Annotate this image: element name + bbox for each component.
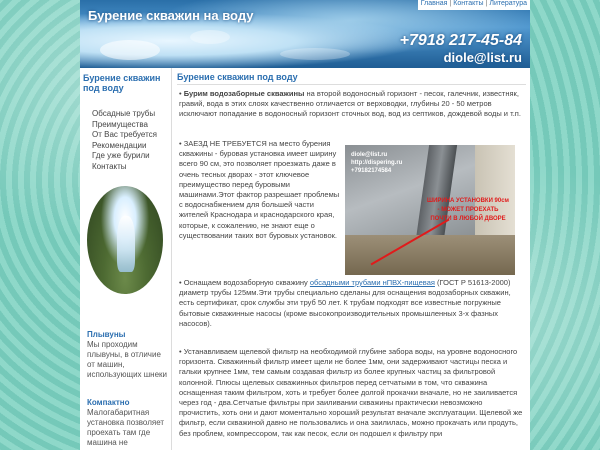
sidebar-item-requirements[interactable]: От Вас требуется [92, 130, 157, 139]
water-splash [100, 40, 160, 60]
paragraph-2-text: ЗАЕЗД НЕ ТРЕБУЕТСЯ на место бурения скважины - буровая установка имеет ширину всего 90 см, это позволяет проезжать даже в очень тесных дворах - этот ключевое преимущество перед буровыми машинами.Этот фактор разрешает проблемы с водоснабжением для большей части жителей Краснодара и краснодарского края, которые, к сожалению, не знают еще о существовании таких вот буровых установок. [179, 139, 340, 240]
bullet: • [179, 89, 184, 98]
sidebar-block2-heading: Компактно [87, 398, 130, 407]
topnav-link-home[interactable]: Главная [420, 0, 448, 7]
water-splash [280, 48, 350, 60]
header-banner [80, 0, 530, 68]
photo-caption-line: ШИРИНА УСТАНОВКИ 90см [427, 198, 509, 204]
main-content [177, 68, 526, 450]
paragraph-1-bold: Бурим водозаборные скважины [183, 89, 305, 98]
sidebar-item-contacts[interactable]: Контакты [92, 161, 127, 171]
sidebar-menu [92, 109, 172, 172]
photo-overlay-line: diole@list.ru [351, 152, 388, 158]
sidebar-block2-text: Малогабаритная установка позволяет проехать там где машина не [87, 408, 165, 447]
bullet: • [179, 278, 184, 287]
header-email[interactable]: diole@list.ru [443, 50, 522, 65]
water-jet [117, 216, 135, 272]
topnav-link-contacts[interactable]: Контакты [453, 0, 484, 7]
casing-pipes-link[interactable]: обсадными трубами нПВХ-пищевая [309, 278, 435, 287]
paragraph-4 [179, 347, 524, 439]
nav-separator: | [449, 0, 452, 7]
photo-ground [345, 235, 515, 275]
paragraph-3-text: (ГОСТ Р 51613-2000) диаметр трубы 125мм.Эти трубы специально сделаны для оснащения водозаборных скважин, есть сертификат, срок службы эти труб 50 лет. К трубам подходят все известные погружные бытовые скважинные насосы (кроме высокопроизводительных промышленных 3-х фазных насосов). [179, 278, 511, 328]
nav-separator: | [485, 0, 488, 7]
drilling-rig-photo [345, 145, 515, 275]
photo-caption-line: - МОЖЕТ ПРОЕХАТЬ [437, 207, 499, 213]
paragraph-1-text: на второй водоносный горизонт - песок, галечник, известняк, гравий, вода в этих слоях качественно отличается от верховодки, глубины 20 - 50 метров исключают попадание в водоносный горизонт сточных вод, вод из септиков, дождевой воды и т.п. [179, 89, 521, 119]
top-nav [418, 0, 530, 10]
paragraph-1 [179, 89, 524, 120]
paragraph-3 [179, 278, 524, 329]
page-title: Бурение скважин под воду [177, 72, 526, 85]
paragraph-4-text: Устанавливаем щелевой фильтр на необходимой глубине забора воды, на уровне водоносного горизонта. Скважинный фильтр имеет щели не более 1мм, они задерживают частицы песка и гальки крупнее 1мм, тем самым создавая фильтр из более крупных частиц за фильтровой колонной. Плюсы щелевых скважинных фильтров перед сетчатыми в том, что скважина оснащенная таким фильтром, хоть и требует более долгой прокачки вначале, но не заиливается через год - два.Сетчатые фильтры при заиливании скважины практически невозможно прочистить, хоть они и дают моментально хороший результат вначале эксплуатации. Щелевой же фильтр, если скважиной давно не пользовались и она заилилась, можно прокачать или продуть, без проблем, компрессором, так как песок, если он подошел к фильтру при [179, 347, 523, 438]
sidebar-block1-text: Мы проходим плывуны, в отличие от машин, использующих шнеки [87, 340, 168, 379]
sidebar-item-where-drilled[interactable]: Где уже бурили [92, 151, 150, 160]
bullet: • [179, 139, 184, 148]
sidebar-item-advantages[interactable]: Преимущества [92, 119, 148, 129]
paragraph-2 [179, 139, 341, 241]
paragraph-3-pre: Оснащаем водозаборную скважину [183, 278, 310, 287]
bullet: • [179, 347, 184, 356]
page [80, 0, 530, 450]
topnav-link-literature[interactable]: Литература [489, 0, 527, 7]
photo-caption [427, 197, 509, 224]
sidebar-title: Бурение скважин под воду [83, 73, 161, 93]
sidebar-block1-heading: Плывуны [87, 330, 126, 339]
photo-caption-line: ПОЧТИ В ЛЮБОЙ ДВОРЕ [430, 216, 506, 222]
site-title: Бурение скважин на воду [88, 8, 254, 23]
sidebar-item-recommendations[interactable]: Рекомендации [92, 140, 147, 150]
sidebar [80, 68, 172, 450]
header-phone[interactable]: +7918 217-45-84 [399, 32, 522, 49]
sidebar-item-casing-pipes[interactable]: Обсадные трубы [92, 109, 156, 118]
photo-overlay-line: +79182174584 [351, 168, 392, 174]
fountain-image [87, 186, 163, 294]
photo-overlay-text [351, 151, 402, 175]
photo-overlay-line: http://dispering.ru [351, 160, 403, 166]
water-splash [190, 30, 230, 44]
